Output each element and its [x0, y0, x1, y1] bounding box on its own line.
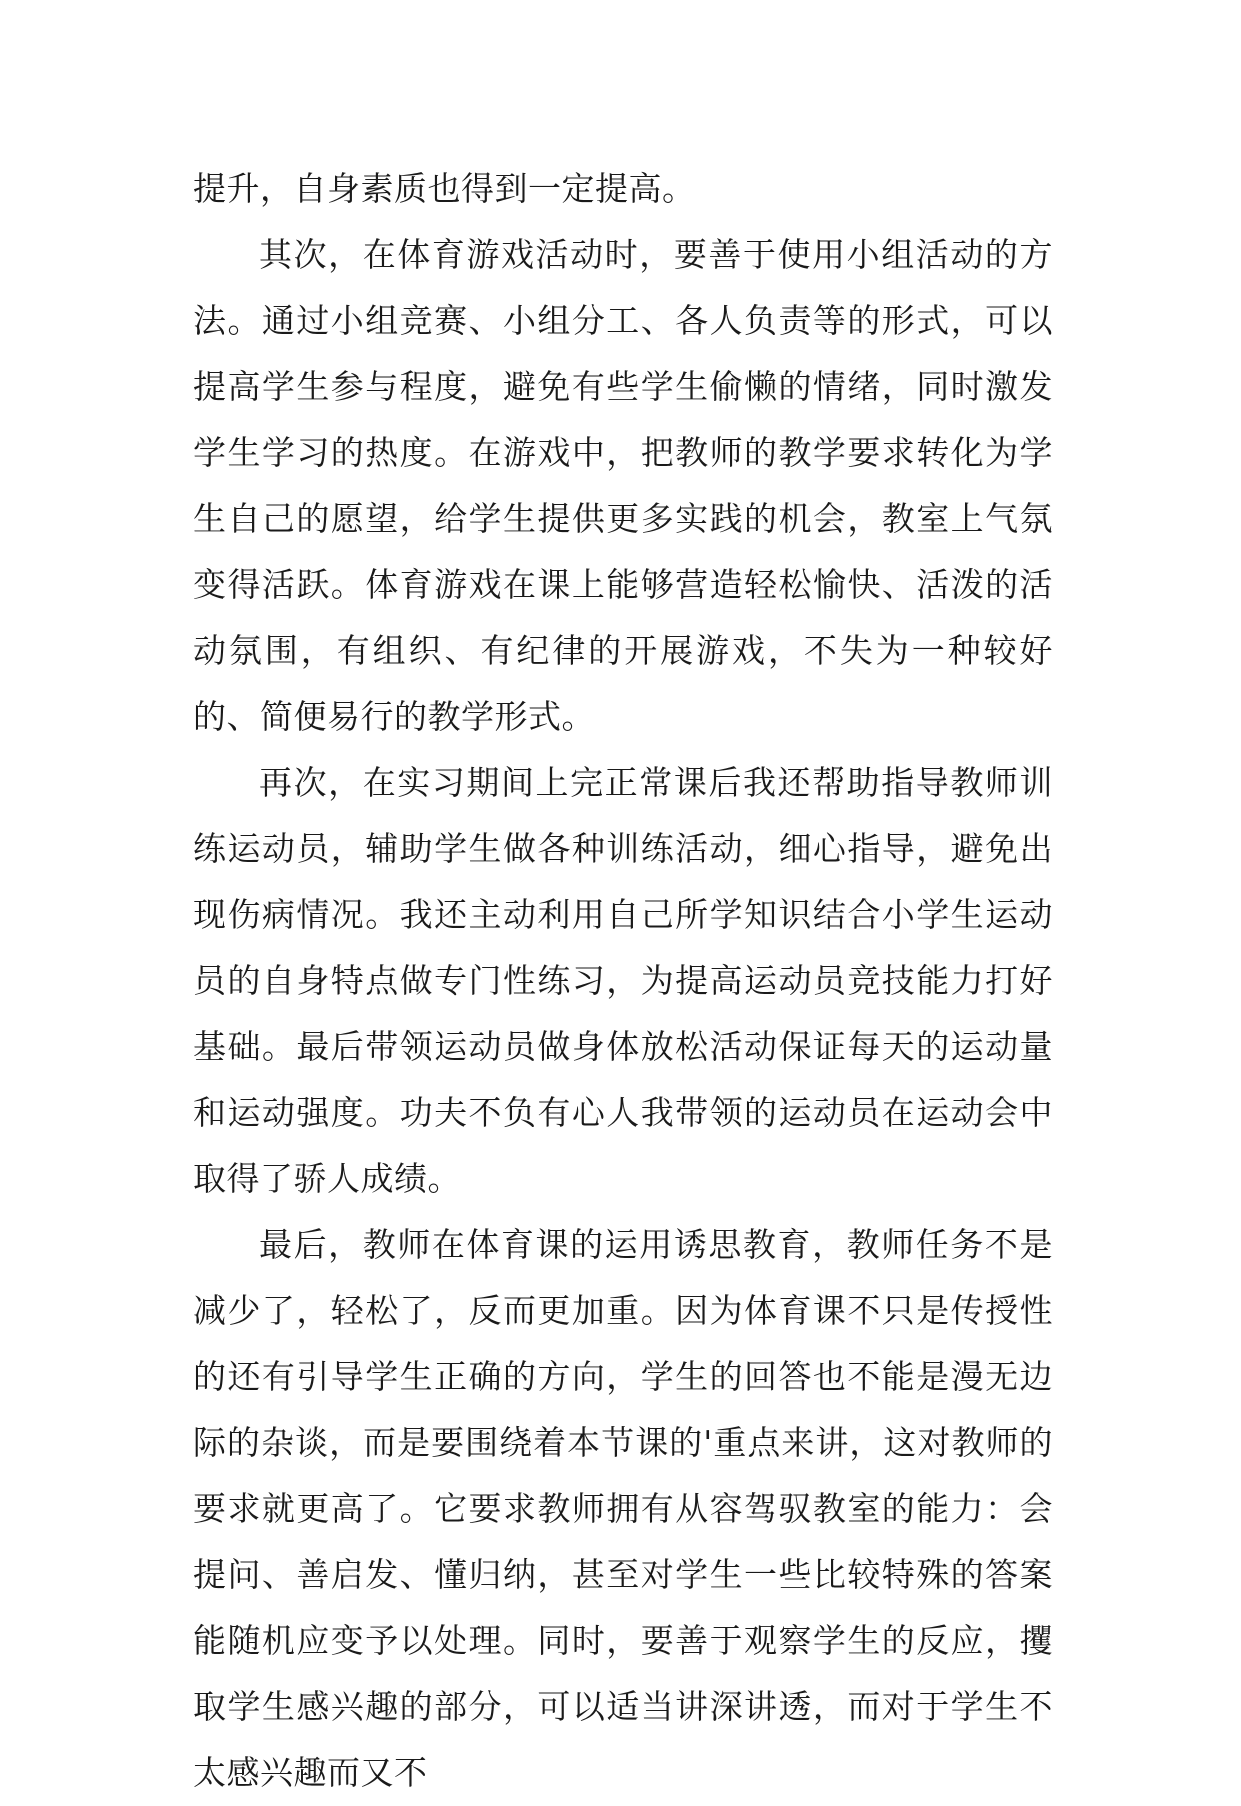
paragraph-guided-thinking: 最后，教师在体育课的运用诱思教育，教师任务不是减少了，轻松了，反而更加重。因为体育课不只是传授性的还有引导学生正确的方向，学生的回答也不能是漫无边际的杂谈，而是要围绕着本节课的'重点来讲，这对教师的要求就更高了。它要求教师拥有从容驾驭教室的能力：会提问、善启发、懂归纳，甚至对学生一些比较特殊的答案能随机应变予以处理。同时，要善于观察学生的反应，攫取学生感兴趣的部分，可以适当讲深讲透，而对于学生不太感兴趣而又不	[193, 1225, 1053, 1792]
paragraph-group-activities: 其次，在体育游戏活动时，要善于使用小组活动的方法。通过小组竞赛、小组分工、各人负责等的形式，可以提高学生参与程度，避免有些学生偷懒的情绪，同时激发学生学习的热度。在游戏中，把教师的教学要求转化为学生自己的愿望，给学生提供更多实践的机会，教室上气氛变得活跃。体育游戏在课上能够营造轻松愉快、活泼的活动氛围，有组织、有纪律的开展游戏，不失为一种较好的、简便易行的教学形式。	[193, 235, 1053, 736]
paragraph-athlete-training: 再次，在实习期间上完正常课后我还帮助指导教师训练运动员，辅助学生做各种训练活动，细心指导，避免出现伤病情况。我还主动利用自己所学知识结合小学生运动员的自身特点做专门性练习，为提高运动员竞技能力打好基础。最后带领运动员做身体放松活动保证每天的运动量和运动强度。功夫不负有心人我带领的运动员在运动会中取得了骄人成绩。	[193, 763, 1053, 1198]
paragraph-continued: 提升，自身素质也得到一定提高。	[193, 169, 696, 208]
body-text	[193, 156, 1053, 1806]
